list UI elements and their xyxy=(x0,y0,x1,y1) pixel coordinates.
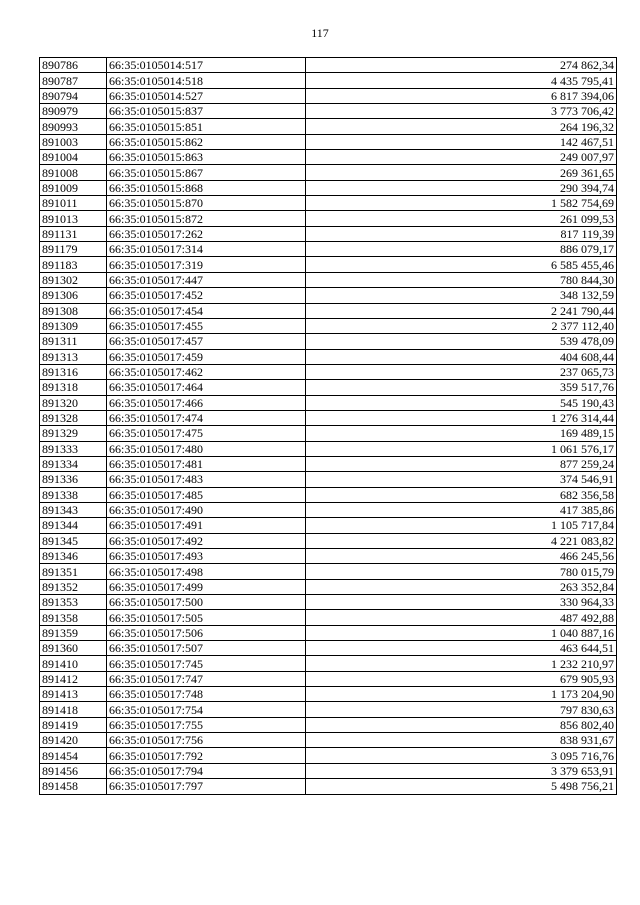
cadastral-number-cell: 66:35:0105017:755 xyxy=(107,717,306,732)
value-cell: 682 356,58 xyxy=(306,487,617,502)
record-id-cell: 891183 xyxy=(40,257,107,272)
cadastral-number-cell: 66:35:0105017:794 xyxy=(107,763,306,778)
registry-table-body xyxy=(40,58,617,795)
table-row xyxy=(40,687,617,702)
table-row xyxy=(40,518,617,533)
cadastral-number-cell: 66:35:0105014:518 xyxy=(107,73,306,88)
value-cell: 5 498 756,21 xyxy=(306,779,617,794)
cadastral-number-cell: 66:35:0105017:480 xyxy=(107,441,306,456)
cadastral-number-cell: 66:35:0105017:457 xyxy=(107,334,306,349)
record-id-cell: 891336 xyxy=(40,472,107,487)
record-id-cell: 891458 xyxy=(40,779,107,794)
table-row xyxy=(40,226,617,241)
value-cell: 330 964,33 xyxy=(306,595,617,610)
table-row xyxy=(40,58,617,73)
table-row xyxy=(40,334,617,349)
record-id-cell: 891308 xyxy=(40,303,107,318)
record-id-cell: 891353 xyxy=(40,595,107,610)
cadastral-number-cell: 66:35:0105017:500 xyxy=(107,595,306,610)
value-cell: 1 173 204,90 xyxy=(306,687,617,702)
cadastral-number-cell: 66:35:0105017:319 xyxy=(107,257,306,272)
table-row xyxy=(40,456,617,471)
table-row xyxy=(40,303,617,318)
cadastral-number-cell: 66:35:0105017:481 xyxy=(107,456,306,471)
table-row xyxy=(40,579,617,594)
cadastral-number-cell: 66:35:0105017:754 xyxy=(107,702,306,717)
cadastral-number-cell: 66:35:0105017:314 xyxy=(107,242,306,257)
table-row xyxy=(40,257,617,272)
record-id-cell: 891313 xyxy=(40,349,107,364)
record-id-cell: 891344 xyxy=(40,518,107,533)
table-row xyxy=(40,441,617,456)
record-id-cell: 891320 xyxy=(40,395,107,410)
value-cell: 404 608,44 xyxy=(306,349,617,364)
value-cell: 877 259,24 xyxy=(306,456,617,471)
cadastral-number-cell: 66:35:0105017:452 xyxy=(107,288,306,303)
table-row xyxy=(40,180,617,195)
table-row xyxy=(40,134,617,149)
record-id-cell: 890979 xyxy=(40,104,107,119)
value-cell: 169 489,15 xyxy=(306,426,617,441)
table-row xyxy=(40,763,617,778)
value-cell: 3 095 716,76 xyxy=(306,748,617,763)
table-row xyxy=(40,119,617,134)
cadastral-number-cell: 66:35:0105017:499 xyxy=(107,579,306,594)
value-cell: 261 099,53 xyxy=(306,211,617,226)
record-id-cell: 891131 xyxy=(40,226,107,241)
value-cell: 290 394,74 xyxy=(306,180,617,195)
record-id-cell: 891309 xyxy=(40,318,107,333)
value-cell: 6 585 455,46 xyxy=(306,257,617,272)
record-id-cell: 891179 xyxy=(40,242,107,257)
record-id-cell: 891418 xyxy=(40,702,107,717)
value-cell: 4 435 795,41 xyxy=(306,73,617,88)
value-cell: 142 467,51 xyxy=(306,134,617,149)
cadastral-number-cell: 66:35:0105017:262 xyxy=(107,226,306,241)
table-row xyxy=(40,242,617,257)
cadastral-number-cell: 66:35:0105017:490 xyxy=(107,502,306,517)
table-row xyxy=(40,318,617,333)
cadastral-number-cell: 66:35:0105017:475 xyxy=(107,426,306,441)
table-row xyxy=(40,349,617,364)
cadastral-number-cell: 66:35:0105015:863 xyxy=(107,150,306,165)
cadastral-number-cell: 66:35:0105017:493 xyxy=(107,549,306,564)
value-cell: 838 931,67 xyxy=(306,733,617,748)
record-id-cell: 891004 xyxy=(40,150,107,165)
value-cell: 4 221 083,82 xyxy=(306,533,617,548)
record-id-cell: 891343 xyxy=(40,502,107,517)
cadastral-number-cell: 66:35:0105017:474 xyxy=(107,410,306,425)
table-row xyxy=(40,395,617,410)
table-row xyxy=(40,364,617,379)
value-cell: 1 582 754,69 xyxy=(306,196,617,211)
value-cell: 1 061 576,17 xyxy=(306,441,617,456)
value-cell: 1 276 314,44 xyxy=(306,410,617,425)
cadastral-number-cell: 66:35:0105017:492 xyxy=(107,533,306,548)
record-id-cell: 891013 xyxy=(40,211,107,226)
cadastral-number-cell: 66:35:0105017:483 xyxy=(107,472,306,487)
cadastral-number-cell: 66:35:0105015:851 xyxy=(107,119,306,134)
value-cell: 886 079,17 xyxy=(306,242,617,257)
value-cell: 3 379 653,91 xyxy=(306,763,617,778)
record-id-cell: 891311 xyxy=(40,334,107,349)
value-cell: 274 862,34 xyxy=(306,58,617,73)
record-id-cell: 891413 xyxy=(40,687,107,702)
record-id-cell: 891351 xyxy=(40,564,107,579)
value-cell: 264 196,32 xyxy=(306,119,617,134)
record-id-cell: 891302 xyxy=(40,272,107,287)
cadastral-number-cell: 66:35:0105017:466 xyxy=(107,395,306,410)
table-row xyxy=(40,702,617,717)
table-row xyxy=(40,656,617,671)
value-cell: 780 015,79 xyxy=(306,564,617,579)
cadastral-number-cell: 66:35:0105014:517 xyxy=(107,58,306,73)
record-id-cell: 891359 xyxy=(40,625,107,640)
cadastral-number-cell: 66:35:0105017:491 xyxy=(107,518,306,533)
cadastral-number-cell: 66:35:0105017:455 xyxy=(107,318,306,333)
value-cell: 3 773 706,42 xyxy=(306,104,617,119)
cadastral-number-cell: 66:35:0105015:862 xyxy=(107,134,306,149)
record-id-cell: 891358 xyxy=(40,610,107,625)
value-cell: 487 492,88 xyxy=(306,610,617,625)
table-row xyxy=(40,549,617,564)
record-id-cell: 891338 xyxy=(40,487,107,502)
value-cell: 348 132,59 xyxy=(306,288,617,303)
cadastral-number-cell: 66:35:0105015:837 xyxy=(107,104,306,119)
cadastral-number-cell: 66:35:0105014:527 xyxy=(107,88,306,103)
value-cell: 249 007,97 xyxy=(306,150,617,165)
record-id-cell: 891334 xyxy=(40,456,107,471)
record-id-cell: 891011 xyxy=(40,196,107,211)
record-id-cell: 891360 xyxy=(40,641,107,656)
value-cell: 1 105 717,84 xyxy=(306,518,617,533)
table-row xyxy=(40,272,617,287)
record-id-cell: 891419 xyxy=(40,717,107,732)
cadastral-number-cell: 66:35:0105017:459 xyxy=(107,349,306,364)
record-id-cell: 890794 xyxy=(40,88,107,103)
value-cell: 1 232 210,97 xyxy=(306,656,617,671)
value-cell: 856 802,40 xyxy=(306,717,617,732)
value-cell: 797 830,63 xyxy=(306,702,617,717)
value-cell: 359 517,76 xyxy=(306,380,617,395)
table-row xyxy=(40,779,617,794)
value-cell: 539 478,09 xyxy=(306,334,617,349)
table-row xyxy=(40,564,617,579)
record-id-cell: 891346 xyxy=(40,549,107,564)
cadastral-number-cell: 66:35:0105017:505 xyxy=(107,610,306,625)
table-row xyxy=(40,610,617,625)
cadastral-number-cell: 66:35:0105015:867 xyxy=(107,165,306,180)
record-id-cell: 890787 xyxy=(40,73,107,88)
table-row xyxy=(40,717,617,732)
cadastral-number-cell: 66:35:0105017:507 xyxy=(107,641,306,656)
table-row xyxy=(40,150,617,165)
table-row xyxy=(40,426,617,441)
value-cell: 466 245,56 xyxy=(306,549,617,564)
cadastral-number-cell: 66:35:0105017:756 xyxy=(107,733,306,748)
record-id-cell: 891328 xyxy=(40,410,107,425)
value-cell: 545 190,43 xyxy=(306,395,617,410)
table-row xyxy=(40,733,617,748)
value-cell: 780 844,30 xyxy=(306,272,617,287)
table-row xyxy=(40,472,617,487)
table-row xyxy=(40,625,617,640)
value-cell: 6 817 394,06 xyxy=(306,88,617,103)
table-row xyxy=(40,641,617,656)
record-id-cell: 891420 xyxy=(40,733,107,748)
record-id-cell: 891306 xyxy=(40,288,107,303)
registry-table xyxy=(39,57,617,795)
record-id-cell: 891318 xyxy=(40,380,107,395)
cadastral-number-cell: 66:35:0105017:464 xyxy=(107,380,306,395)
table-row xyxy=(40,288,617,303)
value-cell: 417 385,86 xyxy=(306,502,617,517)
record-id-cell: 891329 xyxy=(40,426,107,441)
record-id-cell: 891345 xyxy=(40,533,107,548)
value-cell: 2 241 790,44 xyxy=(306,303,617,318)
cadastral-number-cell: 66:35:0105017:797 xyxy=(107,779,306,794)
table-row xyxy=(40,380,617,395)
table-row xyxy=(40,211,617,226)
value-cell: 817 119,39 xyxy=(306,226,617,241)
cadastral-number-cell: 66:35:0105017:792 xyxy=(107,748,306,763)
table-row xyxy=(40,88,617,103)
cadastral-number-cell: 66:35:0105015:870 xyxy=(107,196,306,211)
table-row xyxy=(40,104,617,119)
record-id-cell: 891008 xyxy=(40,165,107,180)
record-id-cell: 891454 xyxy=(40,748,107,763)
cadastral-number-cell: 66:35:0105017:485 xyxy=(107,487,306,502)
cadastral-number-cell: 66:35:0105017:447 xyxy=(107,272,306,287)
table-row xyxy=(40,196,617,211)
value-cell: 679 905,93 xyxy=(306,671,617,686)
table-row xyxy=(40,487,617,502)
cadastral-number-cell: 66:35:0105015:872 xyxy=(107,211,306,226)
record-id-cell: 891009 xyxy=(40,180,107,195)
table-row xyxy=(40,533,617,548)
record-id-cell: 890993 xyxy=(40,119,107,134)
page-number: 117 xyxy=(311,26,329,40)
value-cell: 1 040 887,16 xyxy=(306,625,617,640)
cadastral-number-cell: 66:35:0105017:745 xyxy=(107,656,306,671)
value-cell: 269 361,65 xyxy=(306,165,617,180)
record-id-cell: 891003 xyxy=(40,134,107,149)
value-cell: 463 644,51 xyxy=(306,641,617,656)
record-id-cell: 891410 xyxy=(40,656,107,671)
cadastral-number-cell: 66:35:0105017:462 xyxy=(107,364,306,379)
table-row xyxy=(40,73,617,88)
value-cell: 2 377 112,40 xyxy=(306,318,617,333)
table-row xyxy=(40,165,617,180)
cadastral-number-cell: 66:35:0105017:747 xyxy=(107,671,306,686)
record-id-cell: 891316 xyxy=(40,364,107,379)
cadastral-number-cell: 66:35:0105017:454 xyxy=(107,303,306,318)
table-row xyxy=(40,410,617,425)
record-id-cell: 891352 xyxy=(40,579,107,594)
cadastral-number-cell: 66:35:0105017:506 xyxy=(107,625,306,640)
record-id-cell: 890786 xyxy=(40,58,107,73)
table-row xyxy=(40,748,617,763)
record-id-cell: 891333 xyxy=(40,441,107,456)
record-id-cell: 891456 xyxy=(40,763,107,778)
record-id-cell: 891412 xyxy=(40,671,107,686)
table-row xyxy=(40,595,617,610)
cadastral-number-cell: 66:35:0105017:498 xyxy=(107,564,306,579)
table-row xyxy=(40,502,617,517)
value-cell: 237 065,73 xyxy=(306,364,617,379)
value-cell: 374 546,91 xyxy=(306,472,617,487)
value-cell: 263 352,84 xyxy=(306,579,617,594)
table-row xyxy=(40,671,617,686)
cadastral-number-cell: 66:35:0105017:748 xyxy=(107,687,306,702)
cadastral-number-cell: 66:35:0105015:868 xyxy=(107,180,306,195)
